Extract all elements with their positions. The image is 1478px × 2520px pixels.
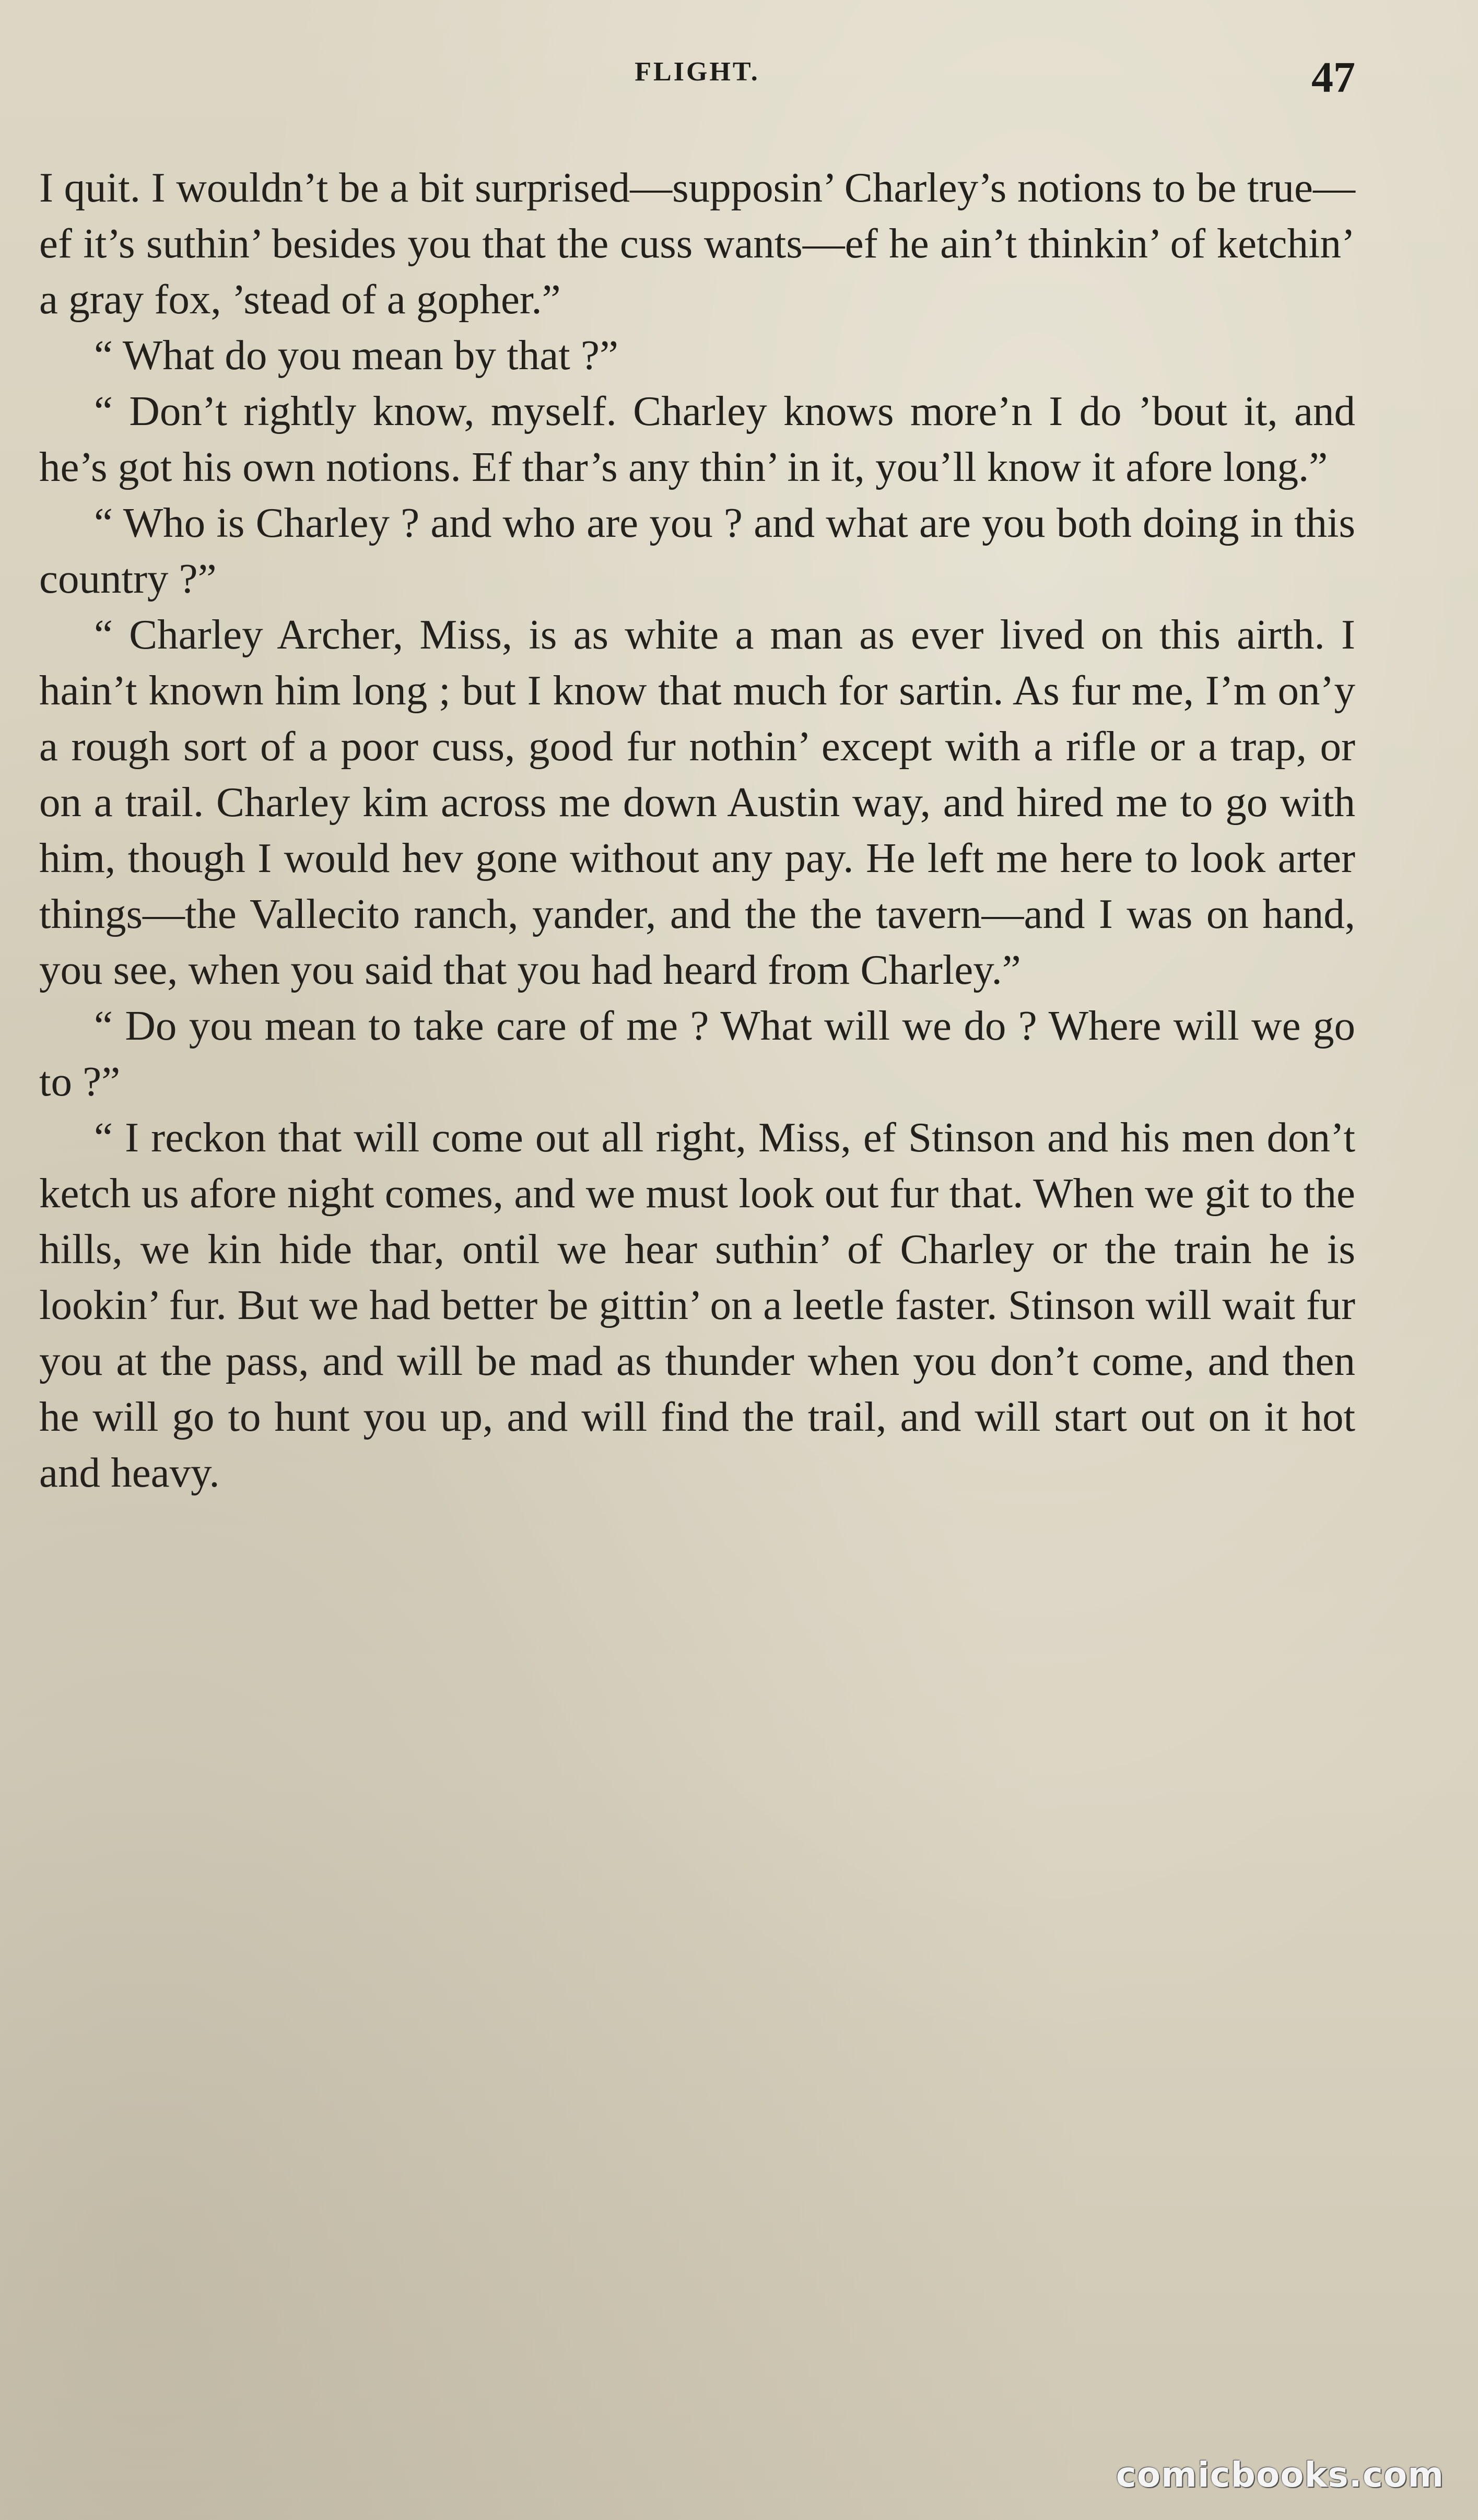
page-number: 47 (1311, 53, 1355, 102)
paragraph: “ I reckon that will come out all right, Miss, ef Stinson and his men don’t ketch us afore night comes, and we must look out fur that. When we git to the hills, we kin hide thar, ontil we hear suthin’ of Charley or the train he is lookin’ fur. But we had better be gittin’ on a leetle faster. Stinson will wait fur you at the pass, and will be mad as thunder when you don’t come, and then he will go to hunt you up, and will find the trail, and will start out on it hot and heavy. (39, 1114, 1355, 1496)
paragraph: “ Do you mean to take care of me ? What will we do ? Where will we go to ?” (39, 1002, 1355, 1105)
running-head (39, 52, 1355, 110)
watermark: comicbooks.com (1116, 2455, 1444, 2495)
chapter-title: FLIGHT. (635, 57, 760, 87)
paragraph: “ Don’t rightly know, myself. Charley knows more’n I do ’bout it, and he’s got his own notions. Ef thar’s any thin’ in it, you’ll know it afore long.” (39, 387, 1355, 490)
body-text (39, 160, 1355, 1501)
paragraph: “ What do you mean by that ?” (94, 332, 618, 379)
paragraph: I quit. I wouldn’t be a bit surprised—supposin’ Charley’s notions to be true—ef it’s suthin’ besides you that the cuss wants—ef he ain’t thinkin’ of ketchin’ a gray fox, ’stead of a gopher.” (39, 164, 1355, 323)
paragraph: “ Who is Charley ? and who are you ? and what are you both doing in this country ?” (39, 499, 1355, 602)
paragraph: “ Charley Archer, Miss, is as white a man as ever lived on this airth. I hain’t known him long ; but I know that much for sartin. As fur me, I’m on’y a rough sort of a poor cuss, good fur nothin’ except with a rifle or a trap, or on a trail. Charley kim across me down Austin way, and hired me to go with him, though I would hev gone without any pay. He left me here to look arter things—the Vallecito ranch, yander, and the the tavern—and I was on hand, you see, when you said that you had heard from Charley.” (39, 611, 1355, 993)
